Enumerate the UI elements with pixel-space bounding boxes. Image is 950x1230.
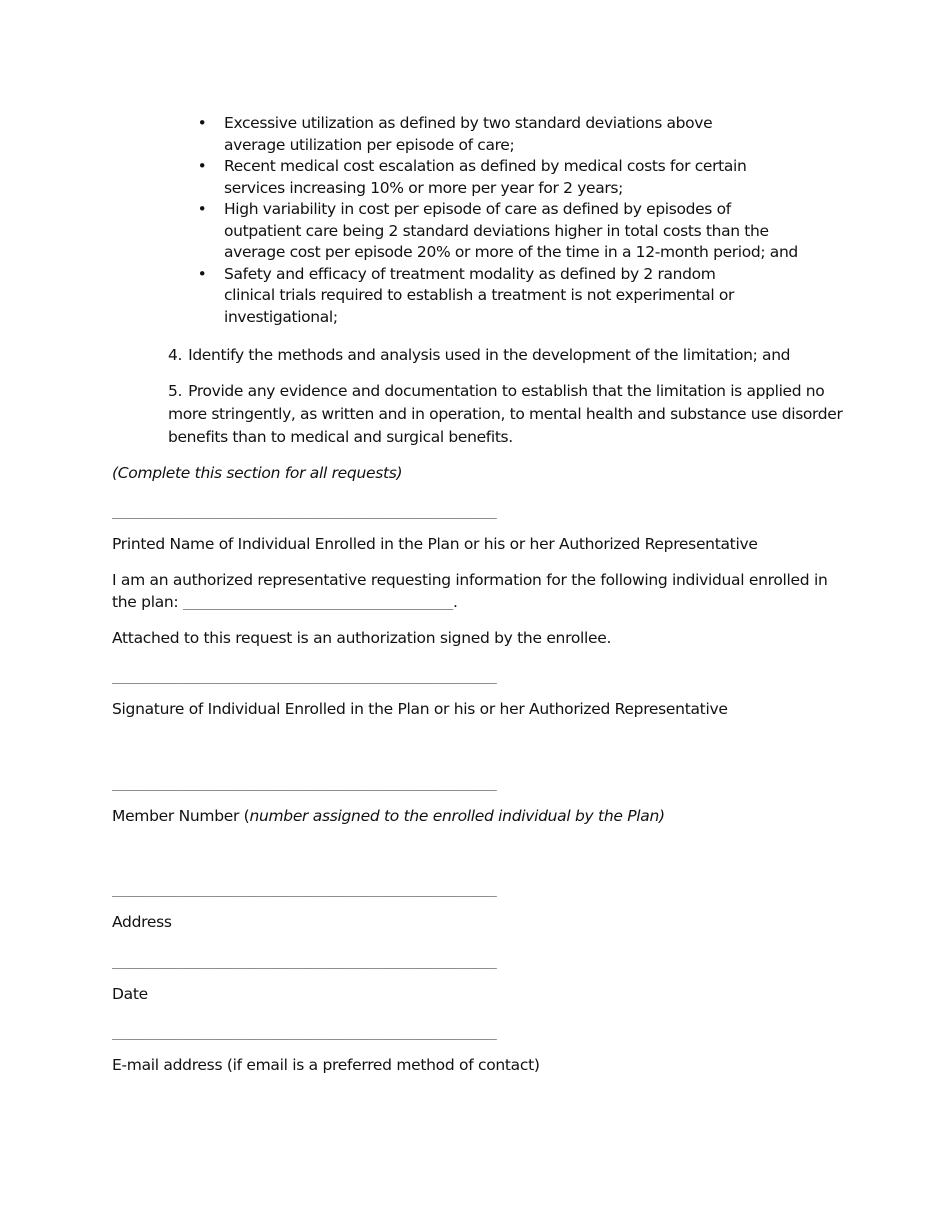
member-number-blank[interactable]: ______________________________________________________ — [112, 777, 497, 791]
date-blank[interactable]: ______________________________________________________ — [112, 955, 497, 969]
numbered-item-5: 5. Provide any evidence and documentation to establish that the limitation is applied no more stringently, as written and in operation, to mental health and substance use disorder benefits than to medical and surgical benefits. — [168, 382, 843, 446]
bullet-icon: • — [197, 157, 207, 175]
authorized-rep-statement: I am an authorized representative requesting information for the following individual enrolled in the plan: _______________________________________. — [112, 571, 828, 611]
email-blank[interactable]: ______________________________________________________ — [112, 1026, 497, 1040]
section-note: (Complete this section for all requests) — [112, 464, 403, 482]
attached-authorization-text: Attached to this request is an authorization signed by the enrollee. — [112, 629, 612, 647]
signature-label: Signature of Individual Enrolled in the Plan or his or her Authorized Representative — [112, 700, 728, 718]
member-number-label: Member Number (number assigned to the enrolled individual by the Plan) — [112, 807, 665, 825]
printed-name-label: Printed Name of Individual Enrolled in the Plan or his or her Authorized Representative — [112, 535, 758, 553]
bullet-icon: • — [197, 200, 207, 218]
bullet-item: • Safety and efficacy of treatment modality as defined by 2 random clinical trials required to establish a treatment is not experimental or investigational; — [197, 264, 735, 326]
bullet-icon: • — [197, 114, 207, 132]
signature-blank[interactable]: ______________________________________________________ — [112, 670, 497, 684]
enrollee-name-blank[interactable]: _______________________________________ — [182, 596, 454, 610]
address-label: Address — [112, 913, 172, 931]
email-label: E-mail address (if email is a preferred method of contact) — [112, 1056, 540, 1074]
bullet-item: • Recent medical cost escalation as defined by medical costs for certain services increasing 10% or more per year for 2 years; — [197, 157, 747, 197]
address-blank[interactable]: ______________________________________________________ — [112, 883, 497, 897]
bullet-icon: • — [197, 264, 207, 283]
bullet-item: • Excessive utilization as defined by two standard deviations above average utilization per episode of care; — [197, 114, 713, 154]
bullet-item: • High variability in cost per episode of care as defined by episodes of outpatient care being 2 standard deviations higher in total costs than the average cost per episode 20% or more of the time in a 12-month period; and — [197, 200, 798, 261]
printed-name-blank[interactable]: ______________________________________________________ — [112, 505, 497, 519]
date-label: Date — [112, 985, 148, 1003]
criteria-bullet-list — [196, 113, 836, 328]
numbered-item-4: 4. Identify the methods and analysis used in the development of the limitation; and — [168, 346, 791, 364]
